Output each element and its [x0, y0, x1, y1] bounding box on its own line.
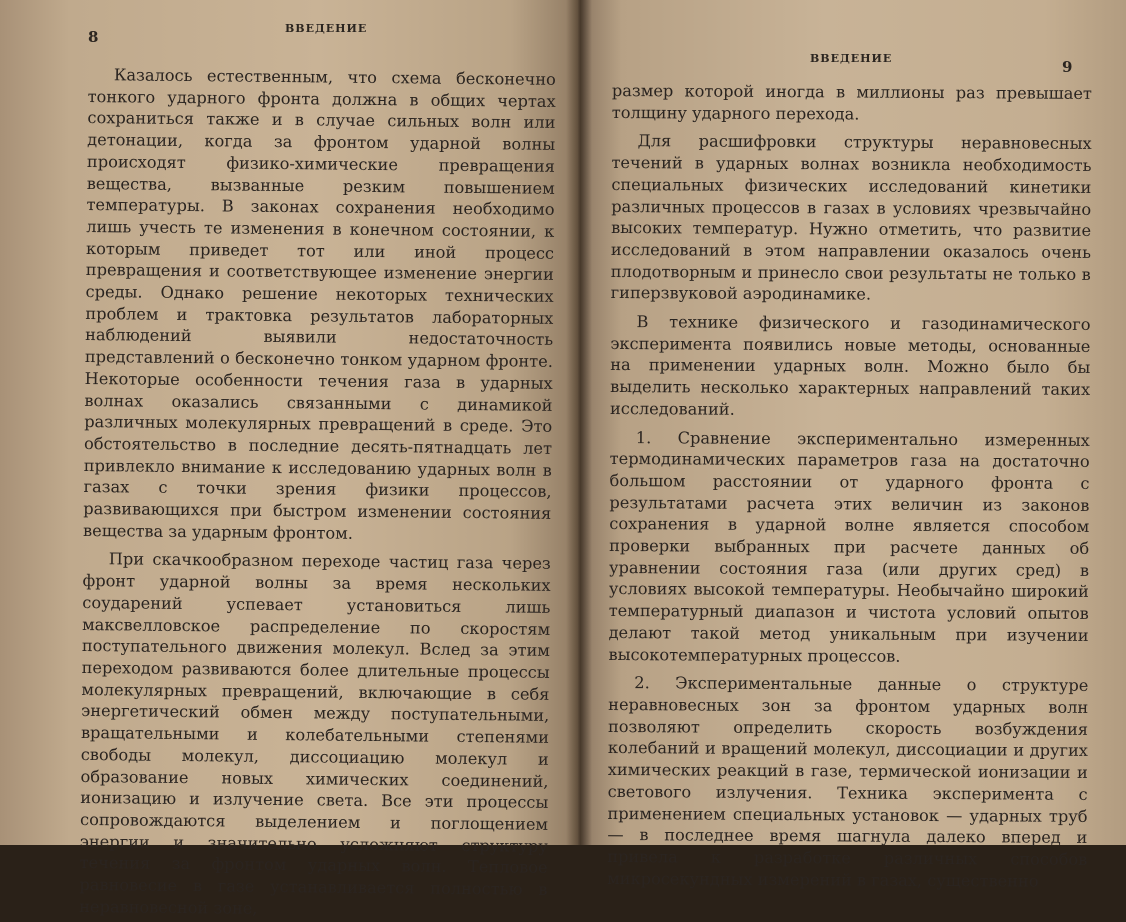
body-text: [79, 64, 556, 922]
paragraph: 1. Сравнение экспериментально измеренных термодинамических параметров газа на достаточно большом расстоянии от ударного фронта с результатами расчета этих величин из законов сохранения в ударной волне является способом проверки выбранных при расчете данных об уравнении состояния газа (или других сред) в условиях высокой температуры. Необычайно широкий температурный диапазон и чистота условий опытов делают такой метод уникальным при изучении высокотемпературных процессов.: [608, 427, 1090, 666]
book-gutter: [566, 0, 592, 845]
paragraph: размер которой иногда в миллионы раз превышает толщину ударного перехода.: [611, 80, 1092, 124]
paragraph: Для расшифровки структуры неравновесных течений в ударных волнах возникла необходимость специальных физических исследований кинетики различных процессов в газах в условиях чрезвычайно высоких температур. Нужно отметить, что развитие исследований в этом направлении оказалось очень плодотворным и принесло свои результаты не только в гиперзвуковой аэродинамике.: [610, 131, 1092, 304]
paragraph: В технике физического и газодинамического эксперимента появились новые методы, основанные на применении ударных волн. Можно было бы выделить несколько характерных направлений таких исследований.: [609, 312, 1091, 419]
page-number: 9: [1062, 58, 1073, 76]
paragraph: 2. Экспериментальные данные о структуре неравновесных зон за фронтом ударных волн позволяют определить скорость возбуждения колебаний и вращений молекул, диссоциации и других химических реакций в газе, термической ионизации и светового излучения. Техника эксперимента с применением специальных установок — ударных труб — в последнее время шагнула далеко вперед и привела к разработке различных способов микросекундных измерений в газах, существенно: [607, 673, 1089, 891]
running-head: ВВЕДЕНИЕ: [810, 52, 893, 65]
right-page: [578, 0, 1126, 891]
running-head: ВВЕДЕНИЕ: [285, 22, 368, 35]
page-number: 8: [88, 28, 99, 46]
body-text: [607, 80, 1092, 892]
paragraph: Казалось естественным, что схема бесконечно тонкого ударного фронта должна в общих чертах сохраниться также и в случае сильных волн или детонации, когда за фронтом ударной волны происходят физико-химические превращения вещества, вызванные резким повышением температуры. В законах сохранения необходимо лишь учесть те изменения в конечном состоянии, к которым приведет тот или иной процесс превращения и соответствующее изменение энергии среды. Однако решение некоторых технических проблем и трактовка результатов лабораторных наблюдений выявили недостаточность представлений о бесконечно тонком ударном фронте. Некоторые особенности течения газа в ударных волнах оказались связанными с динамикой различных молекулярных превращений в среде. Это обстоятельство в последние десять-пятнадцать лет привлекло внимание к исследованию ударных волн в газах с точки зрения физики процессов, развивающихся при быстром изменении состояния вещества за ударным фронтом.: [83, 65, 556, 543]
paragraph: При скачкообразном переходе частиц газа через фронт ударной волны за время нескольких соударений успевает установиться лишь максвелловское распределение по скоростям поступательного движения молекул. Вслед за этим переходом развиваются более длительные процессы молекулярных превращений, включающие в себя энергетический обмен между поступательными, вращательными и колебательными степенями свободы молекул, диссоциацию молекул и образование новых химических соединений, ионизацию и излучение света. Все эти процессы сопровождаются выделением и поглощением энергии и значительно усложняют структуру течения за фронтом ударных волн. Тепловое равновесие в газе устанавливается полностью в неравновесной зоне,: [79, 549, 551, 918]
